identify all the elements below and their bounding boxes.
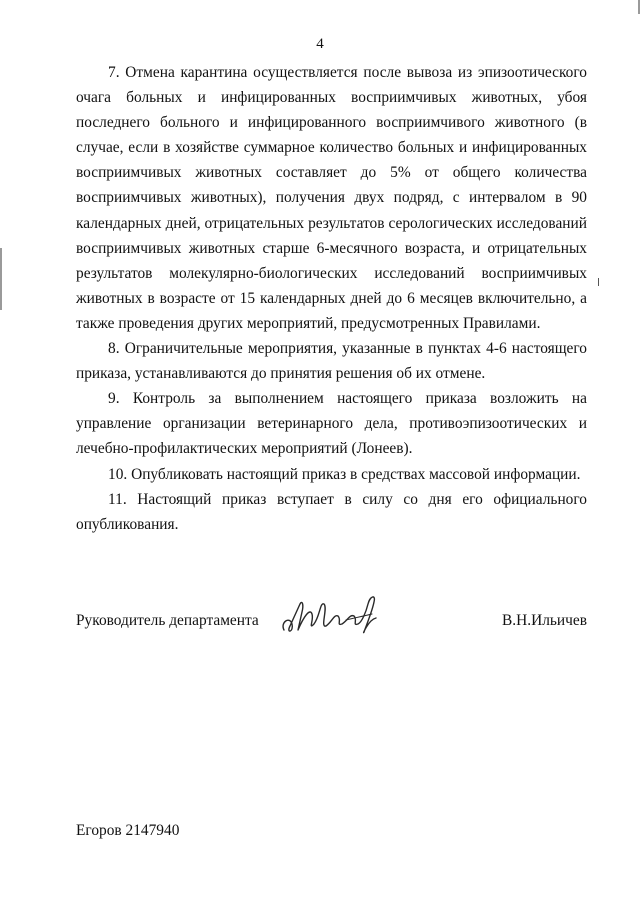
page-number: 4 <box>316 36 324 52</box>
document-body <box>76 60 587 537</box>
signature-block <box>76 612 587 638</box>
executor-contact: Егоров 2147940 <box>76 822 180 839</box>
signatory-title: Руководитель департамента <box>76 612 259 629</box>
paragraph-7: 7. Отмена карантина осуществляется после вывоза из эпизоотического очага больных и инфицированных восприимчивых животных, убоя последнего больного и инфицированного восприимчивого животного (в случае, если в хозяйстве суммарное количество больных и инфицированных восприимчивых животных составляет до 5% от общего количества восприимчивых животных), получения двух подряд, с интервалом в 90 календарных дней, отрицательных результатов серологических исследований восприимчивых животных старше 6-месячного возраста, и отрицательных результатов молекулярно-биологических исследований восприимчивых животных в возрасте от 15 календарных дней до 6 месяцев включительно, а также проведения других мероприятий, предусмотренных Правилами. <box>76 64 587 332</box>
paragraph-9: 9. Контроль за выполнением настоящего приказа возложить на управление организации ветеринарного дела, противоэпизоотических и лечебно-профилактических мероприятий (Лонеев). <box>76 390 587 458</box>
paragraph-8: 8. Ограничительные мероприятия, указанные в пунктах 4-6 настоящего приказа, устанавливаются до принятия решения об их отмене. <box>76 340 587 383</box>
handwritten-signature <box>276 590 446 638</box>
paragraph-11: 11. Настоящий приказ вступает в силу со дня его официального опубликования. <box>76 490 587 533</box>
paragraph-10: 10. Опубликовать настоящий приказ в средствах массовой информации. <box>108 465 581 483</box>
pen-tick-mark <box>598 278 599 286</box>
signatory-name: В.Н.Ильичев <box>502 612 587 629</box>
scan-edge-mark <box>0 248 2 310</box>
